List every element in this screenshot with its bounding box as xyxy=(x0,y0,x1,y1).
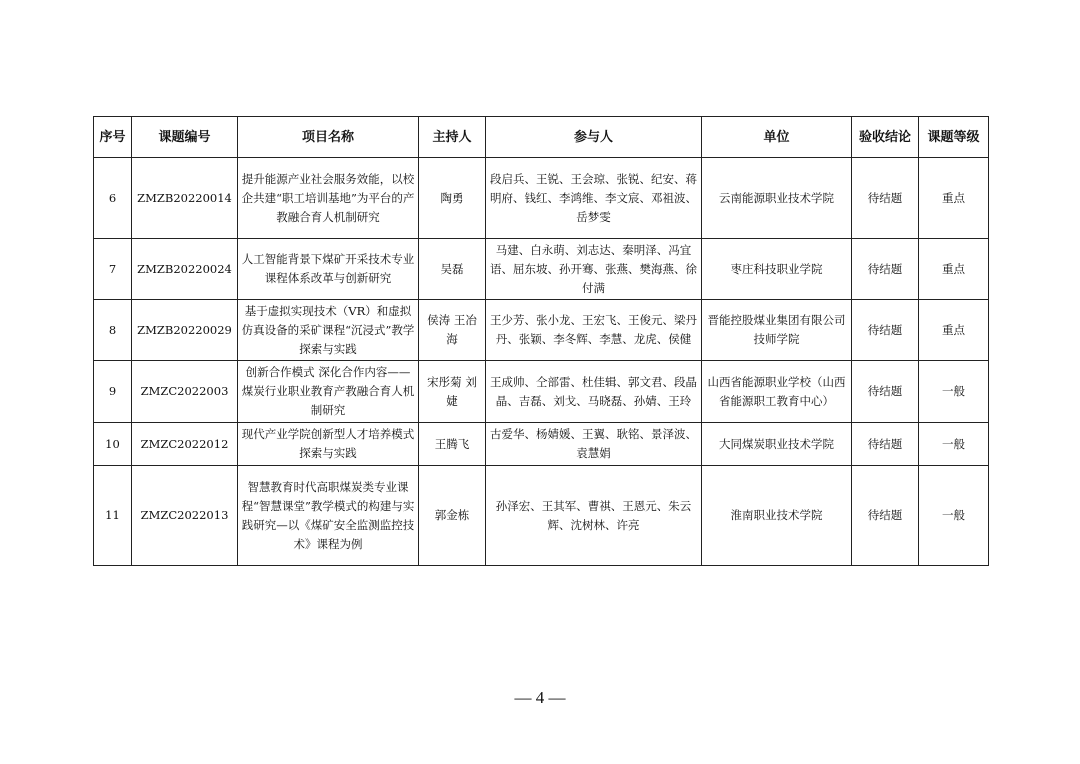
header-code: 课题编号 xyxy=(132,117,238,158)
cell-host: 陶勇 xyxy=(419,158,486,239)
cell-project: 创新合作模式 深化合作内容——煤炭行业职业教育产教融合育人机制研究 xyxy=(238,361,419,423)
cell-project: 智慧教育时代高职煤炭类专业课程“智慧课堂”教学模式的构建与实践研究—以《煤矿安全监测监控技术》课程为例 xyxy=(238,466,419,566)
cell-unit: 云南能源职业技术学院 xyxy=(702,158,852,239)
cell-level: 一般 xyxy=(919,423,989,466)
table-row xyxy=(94,423,989,466)
cell-members: 王成帅、仝部雷、杜佳辑、郭文君、段晶晶、吉磊、刘戈、马晓磊、孙婧、王玲 xyxy=(486,361,702,423)
cell-members: 古爱华、杨婧媛、王翼、耿铭、景泽波、袁慧娟 xyxy=(486,423,702,466)
cell-level: 重点 xyxy=(919,300,989,361)
page-number: — 4 — xyxy=(514,688,566,707)
cell-code: ZMZC2022013 xyxy=(132,466,238,566)
header-host: 主持人 xyxy=(419,117,486,158)
cell-result: 待结题 xyxy=(852,423,919,466)
cell-project: 基于虚拟实现技术（VR）和虚拟仿真设备的采矿课程“沉浸式”教学探索与实践 xyxy=(238,300,419,361)
cell-index: 7 xyxy=(94,239,132,300)
cell-unit: 淮南职业技术学院 xyxy=(702,466,852,566)
cell-host: 侯涛 王冶海 xyxy=(419,300,486,361)
cell-level: 重点 xyxy=(919,239,989,300)
cell-unit: 晋能控股煤业集团有限公司技师学院 xyxy=(702,300,852,361)
header-unit: 单位 xyxy=(702,117,852,158)
header-index: 序号 xyxy=(94,117,132,158)
cell-result: 待结题 xyxy=(852,466,919,566)
cell-index: 6 xyxy=(94,158,132,239)
cell-host: 吴磊 xyxy=(419,239,486,300)
cell-code: ZMZC2022003 xyxy=(132,361,238,423)
table-row xyxy=(94,239,989,300)
cell-host: 郭金栋 xyxy=(419,466,486,566)
cell-members: 孙泽宏、王其军、曹祺、王恩元、朱云辉、沈树林、许亮 xyxy=(486,466,702,566)
cell-code: ZMZB20220014 xyxy=(132,158,238,239)
cell-index: 9 xyxy=(94,361,132,423)
table-row xyxy=(94,361,989,423)
cell-result: 待结题 xyxy=(852,158,919,239)
cell-code: ZMZB20220024 xyxy=(132,239,238,300)
cell-index: 8 xyxy=(94,300,132,361)
cell-result: 待结题 xyxy=(852,361,919,423)
cell-members: 段启兵、王锐、王会琼、张锐、纪安、蒋明府、钱红、李鸿维、李文宸、邓祖波、岳梦雯 xyxy=(486,158,702,239)
cell-code: ZMZC2022012 xyxy=(132,423,238,466)
cell-code: ZMZB20220029 xyxy=(132,300,238,361)
cell-index: 10 xyxy=(94,423,132,466)
cell-unit: 山西省能源职业学校（山西省能源职工教育中心） xyxy=(702,361,852,423)
table-header-row xyxy=(94,117,989,158)
cell-project: 人工智能背景下煤矿开采技术专业课程体系改革与创新研究 xyxy=(238,239,419,300)
header-project: 项目名称 xyxy=(238,117,419,158)
table-row xyxy=(94,158,989,239)
cell-index: 11 xyxy=(94,466,132,566)
results-table xyxy=(93,116,989,566)
cell-unit: 枣庄科技职业学院 xyxy=(702,239,852,300)
header-result: 验收结论 xyxy=(852,117,919,158)
cell-level: 一般 xyxy=(919,361,989,423)
cell-members: 王少芳、张小龙、王宏飞、王俊元、梁丹丹、张颖、李冬辉、李慧、龙虎、侯健 xyxy=(486,300,702,361)
table-row xyxy=(94,466,989,566)
header-level: 课题等级 xyxy=(919,117,989,158)
table-row xyxy=(94,300,989,361)
cell-result: 待结题 xyxy=(852,300,919,361)
cell-host: 王腾飞 xyxy=(419,423,486,466)
cell-level: 重点 xyxy=(919,158,989,239)
cell-project: 提升能源产业社会服务效能，以校企共建“职工培训基地”为平台的产教融合育人机制研究 xyxy=(238,158,419,239)
cell-members: 马建、白永萌、刘志达、秦明泽、冯宜语、屈东坡、孙开骞、张燕、樊海燕、徐付满 xyxy=(486,239,702,300)
cell-project: 现代产业学院创新型人才培养模式探索与实践 xyxy=(238,423,419,466)
cell-host: 宋彤菊 刘婕 xyxy=(419,361,486,423)
cell-unit: 大同煤炭职业技术学院 xyxy=(702,423,852,466)
cell-result: 待结题 xyxy=(852,239,919,300)
cell-level: 一般 xyxy=(919,466,989,566)
header-members: 参与人 xyxy=(486,117,702,158)
